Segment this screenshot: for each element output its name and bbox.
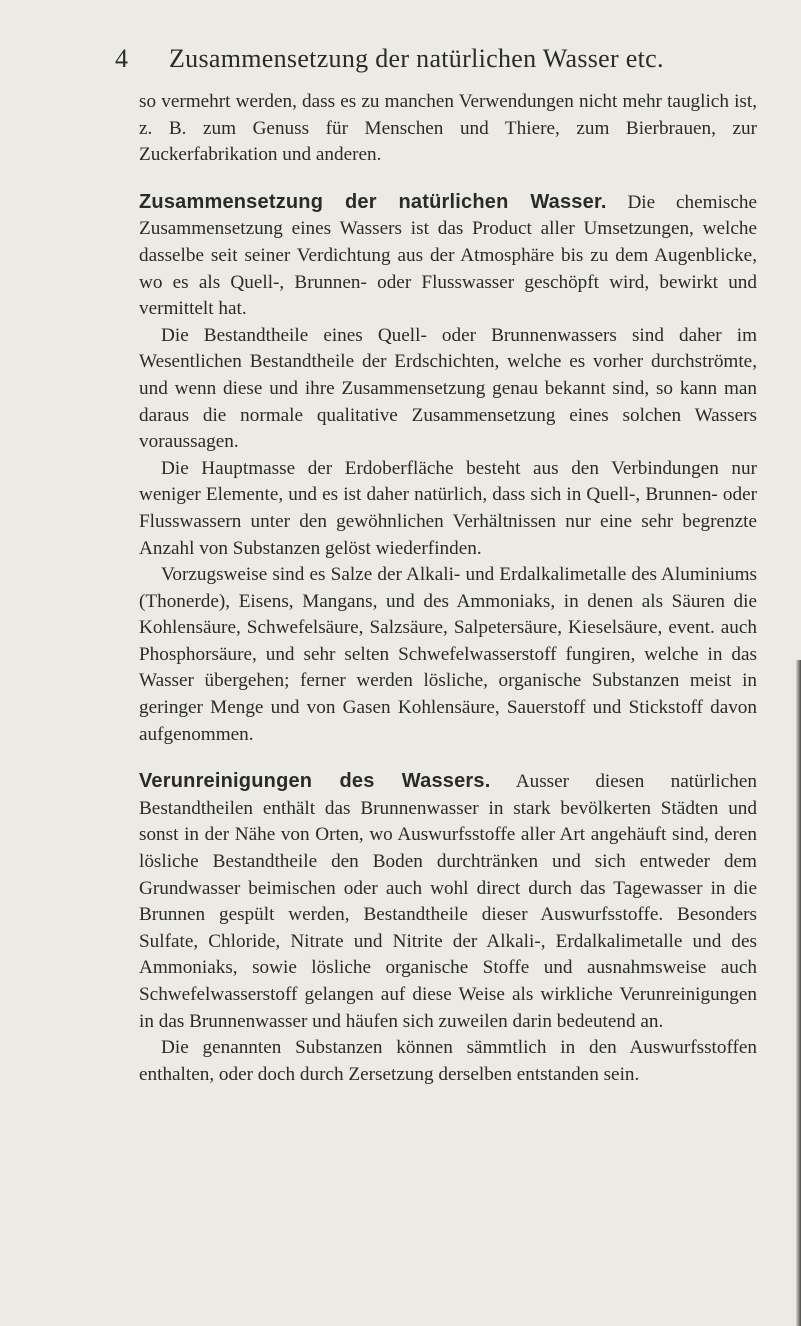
paragraph xyxy=(139,1035,757,1088)
paragraph-continuation xyxy=(139,89,757,169)
section-heading: Verunreinigungen des Wassers. xyxy=(139,770,491,793)
paragraph xyxy=(139,456,757,562)
paragraph-text: Die genannten Substanzen können sämmtlich in den Auswurfsstoffen enthalten, oder doch durch Zersetzung derselben entstanden sein. xyxy=(139,1037,757,1085)
paragraph-text: Vorzugsweise sind es Salze der Alkali- und Erdalkalimetalle des Aluminiums (Thonerde), Eisens, Mangans, und des Ammoniaks, in denen als Säuren die Kohlensäure, Schwefelsäure, Salzsäure, Salpetersäure, Kieselsäure, event. auch Phosphorsäure, und sehr selten Schwefelwasserstoff fungiren, welche in das Wasser übergehen; ferner werden lösliche, organische Substanzen meist in geringer Menge und von Gasen Kohlensäure, Sauerstoff und Stickstoff davon aufgenommen. xyxy=(139,564,757,745)
paragraph-text: so vermehrt werden, dass es zu manchen Verwendungen nicht mehr tauglich ist, z. B. zum Genuss für Menschen und Thiere, zum Bierbrauen, zur Zuckerfabrikation und anderen. xyxy=(139,91,757,166)
section-contamination xyxy=(139,768,757,1035)
paragraph xyxy=(139,562,757,748)
paragraph-text: Die chemische Zusammensetzung eines Wassers ist das Product aller Umsetzungen, welche dasselbe seit seiner Verdichtung aus der Atmosphäre bis zu dem Augenblicke, wo es als Quell-, Brunnen- oder Flusswasser geschöpft wird, bewirkt und vermittelt hat. xyxy=(139,191,757,320)
body-text xyxy=(139,89,757,1088)
page-number: 4 xyxy=(115,44,129,73)
paragraph xyxy=(139,323,757,456)
paragraph-text: Ausser diesen natürlichen Bestandtheilen enthält das Brunnenwasser in stark bevölkerten Städten und sonst in der Nähe von Orten, wo Auswurfsstoffe aller Art angehäuft sind, deren lösliche Bestandtheile den Boden durchtränken und sich entweder dem Grundwasser beimischen oder auch wohl direct durch das Tagewasser in die Brunnen gespült werden, Bestandtheile dieser Auswurfsstoffe. Besonders Sulfate, Chloride, Nitrate und Nitrite der Alkali-, Erdalkalimetalle und des Ammoniaks, sowie lösliche organische Stoffe und ausnahmsweise auch Schwefelwasserstoff gelangen auf diese Weise als wirkliche Verunreinigungen in das Brunnenwasser und häufen sich zuweilen darin bedeutend an. xyxy=(139,771,757,1032)
section-heading: Zusammensetzung der natürlichen Wasser. xyxy=(139,190,607,213)
paragraph-text: Die Hauptmasse der Erdoberfläche besteht aus den Verbindungen nur weniger Elemente, und es ist daher natürlich, dass sich in Quell-, Brunnen- oder Flusswassern unter den gewöhnlichen Verhältnissen nur eine sehr begrenzte Anzahl von Substanzen gelöst wiederfinden. xyxy=(139,457,757,559)
running-title: Zusammensetzung der natürlichen Wasser etc. xyxy=(169,44,664,73)
running-head xyxy=(115,44,755,74)
section-composition xyxy=(139,189,757,323)
paragraph-text: Die Bestandtheile eines Quell- oder Brunnenwassers sind daher im Wesentlichen Bestandtheile der Erdschichten, welche es vorher durchströmte, und wenn diese und ihre Zusammensetzung genau bekannt sind, so kann man daraus die normale qualitative Zusammensetzung eines solchen Wassers voraussagen. xyxy=(139,324,757,453)
page-edge-shadow xyxy=(796,660,801,1326)
